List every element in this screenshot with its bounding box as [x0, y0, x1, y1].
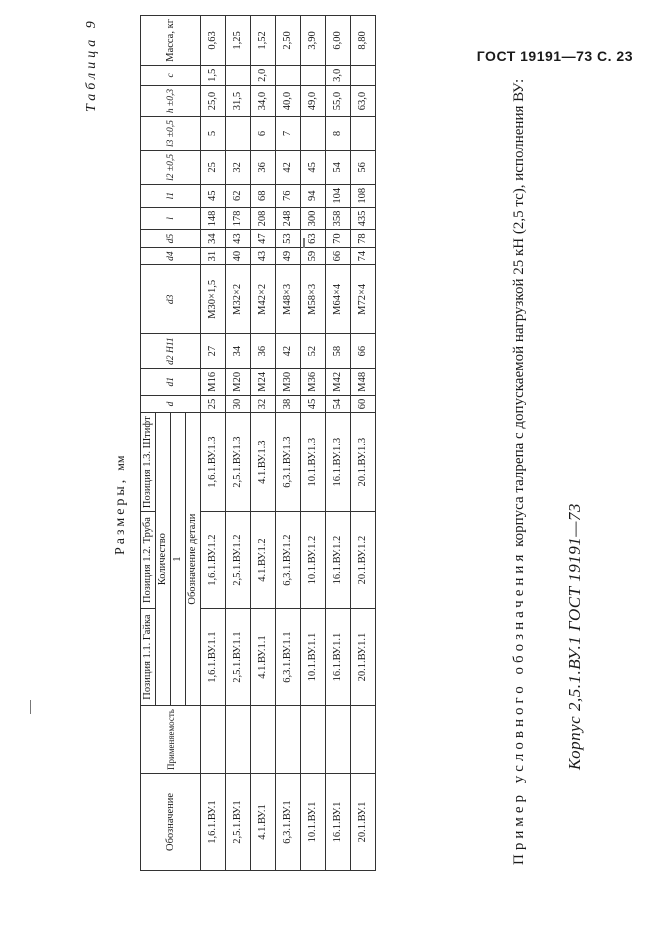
- cell-designation: 16.1.ВУ.1: [326, 774, 351, 871]
- scan-mark: [303, 238, 305, 248]
- sizes-title: [113, 456, 129, 556]
- cell-d: 38: [276, 395, 301, 413]
- sizes-unit: мм: [113, 455, 127, 471]
- cell-applicability: [301, 706, 326, 774]
- cell-d4: 66: [326, 247, 351, 265]
- cell-l1: 94: [301, 184, 326, 207]
- table-row: [201, 16, 226, 871]
- cell-h: 31,5: [226, 85, 251, 116]
- cell-designation: 10.1.ВУ.1: [301, 774, 326, 871]
- cell-mass: 6,00: [326, 16, 351, 66]
- cell-pos-1-1: 1,6.1.ВУ.1.1: [201, 609, 226, 706]
- cell-pos-1-2: 20.1.ВУ.1.2: [351, 512, 376, 609]
- cell-d: 32: [251, 395, 276, 413]
- cell-d5: 63: [301, 230, 326, 248]
- cell-pos-1-1: 16.1.ВУ.1.1: [326, 609, 351, 706]
- cell-c: [351, 65, 376, 85]
- cell-applicability: [351, 706, 376, 774]
- cell-d5: 34: [201, 230, 226, 248]
- cell-d2: 66: [351, 334, 376, 369]
- cell-c: [276, 65, 301, 85]
- cell-l1: 45: [201, 184, 226, 207]
- cell-pos-1-3: 1,6.1.ВУ.1.3: [201, 413, 226, 512]
- cell-applicability: [276, 706, 301, 774]
- cell-c: [301, 65, 326, 85]
- cell-mass: 1,25: [226, 16, 251, 66]
- cell-d5: 78: [351, 230, 376, 248]
- cell-l: 300: [301, 207, 326, 230]
- col-l1: l1: [141, 184, 201, 207]
- cell-h: 40,0: [276, 85, 301, 116]
- cell-l2: 36: [251, 150, 276, 184]
- col-mass: Масса, кг: [141, 16, 201, 66]
- cell-d4: 40: [226, 247, 251, 265]
- cell-d: 45: [301, 395, 326, 413]
- col-d1: d1: [141, 368, 201, 395]
- page-header: ГОСТ 19191—73 С. 23: [476, 48, 633, 64]
- cell-d1: М42: [326, 368, 351, 395]
- cell-pos-1-2: 2,5.1.ВУ.1.2: [226, 512, 251, 609]
- cell-pos-1-1: 4.1.ВУ.1.1: [251, 609, 276, 706]
- cell-d2: 34: [226, 334, 251, 369]
- col-l: l: [141, 207, 201, 230]
- cell-mass: 0,63: [201, 16, 226, 66]
- cell-d1: М36: [301, 368, 326, 395]
- cell-d4: 59: [301, 247, 326, 265]
- cell-l: 435: [351, 207, 376, 230]
- example-paragraph: [510, 45, 528, 865]
- cell-pos-1-3: 16.1.ВУ.1.3: [326, 413, 351, 512]
- table-row: [301, 16, 326, 871]
- example-text: корпуса талрепа с допускаемой нагрузкой 25 кН (2,5 тс), исполнения ВУ:: [511, 78, 527, 547]
- col-pos-1-3: Позиция 1.3. Штифт: [141, 413, 156, 512]
- cell-pos-1-2: 1,6.1.ВУ.1.2: [201, 512, 226, 609]
- cell-d2: 36: [251, 334, 276, 369]
- cell-d3: М42×2: [251, 265, 276, 334]
- col-c: c: [141, 65, 201, 85]
- cell-d1: М16: [201, 368, 226, 395]
- cell-d3: М30×1,5: [201, 265, 226, 334]
- cell-d2: 42: [276, 334, 301, 369]
- cell-l1: 104: [326, 184, 351, 207]
- cell-designation: 1,6.1.ВУ.1: [201, 774, 226, 871]
- cell-d: 54: [326, 395, 351, 413]
- cell-pos-1-3: 4.1.ВУ.1.3: [251, 413, 276, 512]
- cell-designation: 2,5.1.ВУ.1: [226, 774, 251, 871]
- cell-d1: М24: [251, 368, 276, 395]
- cell-l: 148: [201, 207, 226, 230]
- cell-applicability: [226, 706, 251, 774]
- col-part-designation: Обозначение детали: [186, 413, 201, 706]
- cell-d2: 27: [201, 334, 226, 369]
- cell-l3: 8: [326, 117, 351, 151]
- cell-pos-1-2: 16.1.ВУ.1.2: [326, 512, 351, 609]
- cell-pos-1-3: 6,3.1.ВУ.1.3: [276, 413, 301, 512]
- cell-pos-1-3: 10.1.ВУ.1.3: [301, 413, 326, 512]
- table-row: [226, 16, 251, 871]
- cell-l: 178: [226, 207, 251, 230]
- cell-l: 208: [251, 207, 276, 230]
- col-d4: d4: [141, 247, 201, 265]
- table-row: [276, 16, 301, 871]
- cell-d3: М32×2: [226, 265, 251, 334]
- cell-h: 25,0: [201, 85, 226, 116]
- cell-pos-1-2: 10.1.ВУ.1.2: [301, 512, 326, 609]
- cell-d3: М72×4: [351, 265, 376, 334]
- cell-d4: 49: [276, 247, 301, 265]
- cell-c: [226, 65, 251, 85]
- col-d5: d5: [141, 230, 201, 248]
- cell-l3: [351, 117, 376, 151]
- cell-l1: 68: [251, 184, 276, 207]
- cell-designation: 20.1.ВУ.1: [351, 774, 376, 871]
- cell-l3: 7: [276, 117, 301, 151]
- cell-d: 60: [351, 395, 376, 413]
- col-applicability: Применяемость: [141, 706, 201, 774]
- cell-l3: 5: [201, 117, 226, 151]
- cell-pos-1-1: 20.1.ВУ.1.1: [351, 609, 376, 706]
- cell-l2: 54: [326, 150, 351, 184]
- cell-pos-1-1: 6,3.1.ВУ.1.1: [276, 609, 301, 706]
- cell-d2: 52: [301, 334, 326, 369]
- cell-d: 30: [226, 395, 251, 413]
- col-d2: d2 H11: [141, 334, 201, 369]
- cell-l2: 42: [276, 150, 301, 184]
- cell-applicability: [251, 706, 276, 774]
- cell-pos-1-3: 2,5.1.ВУ.1.3: [226, 413, 251, 512]
- table-row: [351, 16, 376, 871]
- col-quantity: Количество: [156, 413, 171, 706]
- col-l2: l2 ±0,5: [141, 150, 201, 184]
- cell-d2: 58: [326, 334, 351, 369]
- dimensions-table: [140, 15, 376, 871]
- cell-d5: 43: [226, 230, 251, 248]
- cell-l1: 76: [276, 184, 301, 207]
- col-h: h ±0,3: [141, 85, 201, 116]
- cell-h: 49,0: [301, 85, 326, 116]
- cell-d1: М48: [351, 368, 376, 395]
- cell-l: 358: [326, 207, 351, 230]
- cell-applicability: [326, 706, 351, 774]
- cell-d5: 53: [276, 230, 301, 248]
- cell-designation: 4.1.ВУ.1: [251, 774, 276, 871]
- col-pos-1-2: Позиция 1.2. Труба: [141, 512, 156, 609]
- cell-l2: 45: [301, 150, 326, 184]
- example-lead: Пример условного обозначения: [511, 550, 527, 865]
- cell-h: 63,0: [351, 85, 376, 116]
- col-designation: Обозначение: [141, 774, 201, 871]
- cell-l2: 32: [226, 150, 251, 184]
- cell-d1: М30: [276, 368, 301, 395]
- table-body: [201, 16, 376, 871]
- cell-pos-1-2: 6,3.1.ВУ.1.2: [276, 512, 301, 609]
- cell-d5: 70: [326, 230, 351, 248]
- cell-pos-1-1: 2,5.1.ВУ.1.1: [226, 609, 251, 706]
- cell-d3: М48×3: [276, 265, 301, 334]
- cell-l3: [226, 117, 251, 151]
- example-code: Корпус 2,5.1.ВУ.1 ГОСТ 19191—73: [565, 503, 584, 770]
- cell-l1: 62: [226, 184, 251, 207]
- cell-c: 2,0: [251, 65, 276, 85]
- table-row: [251, 16, 276, 871]
- cell-d5: 47: [251, 230, 276, 248]
- cell-l3: [301, 117, 326, 151]
- cell-h: 34,0: [251, 85, 276, 116]
- cell-c: 3,0: [326, 65, 351, 85]
- cell-mass: 3,90: [301, 16, 326, 66]
- cell-c: 1,5: [201, 65, 226, 85]
- col-quantity-value: 1: [171, 413, 186, 706]
- cell-applicability: [201, 706, 226, 774]
- col-pos-1-1: Позиция 1.1. Гайка: [141, 609, 156, 706]
- col-l3: l3 ±0,5: [141, 117, 201, 151]
- cell-mass: 8,80: [351, 16, 376, 66]
- cell-l: 248: [276, 207, 301, 230]
- cell-d: 25: [201, 395, 226, 413]
- cell-l1: 108: [351, 184, 376, 207]
- cell-pos-1-1: 10.1.ВУ.1.1: [301, 609, 326, 706]
- table-row: [326, 16, 351, 871]
- sizes-label: Размеры,: [113, 476, 128, 555]
- cell-mass: 1,52: [251, 16, 276, 66]
- table-title: Таблица 9: [84, 17, 99, 112]
- cell-pos-1-2: 4.1.ВУ.1.2: [251, 512, 276, 609]
- cell-l3: 6: [251, 117, 276, 151]
- cell-d4: 43: [251, 247, 276, 265]
- cell-mass: 2,50: [276, 16, 301, 66]
- cell-l2: 56: [351, 150, 376, 184]
- cell-d4: 31: [201, 247, 226, 265]
- cell-d4: 74: [351, 247, 376, 265]
- col-d: d: [141, 395, 201, 413]
- scan-mark: [30, 700, 31, 714]
- cell-d3: М64×4: [326, 265, 351, 334]
- cell-h: 55,0: [326, 85, 351, 116]
- cell-d1: М20: [226, 368, 251, 395]
- cell-designation: 6,3.1.ВУ.1: [276, 774, 301, 871]
- col-d3: d3: [141, 265, 201, 334]
- cell-l2: 25: [201, 150, 226, 184]
- cell-d3: М58×3: [301, 265, 326, 334]
- cell-pos-1-3: 20.1.ВУ.1.3: [351, 413, 376, 512]
